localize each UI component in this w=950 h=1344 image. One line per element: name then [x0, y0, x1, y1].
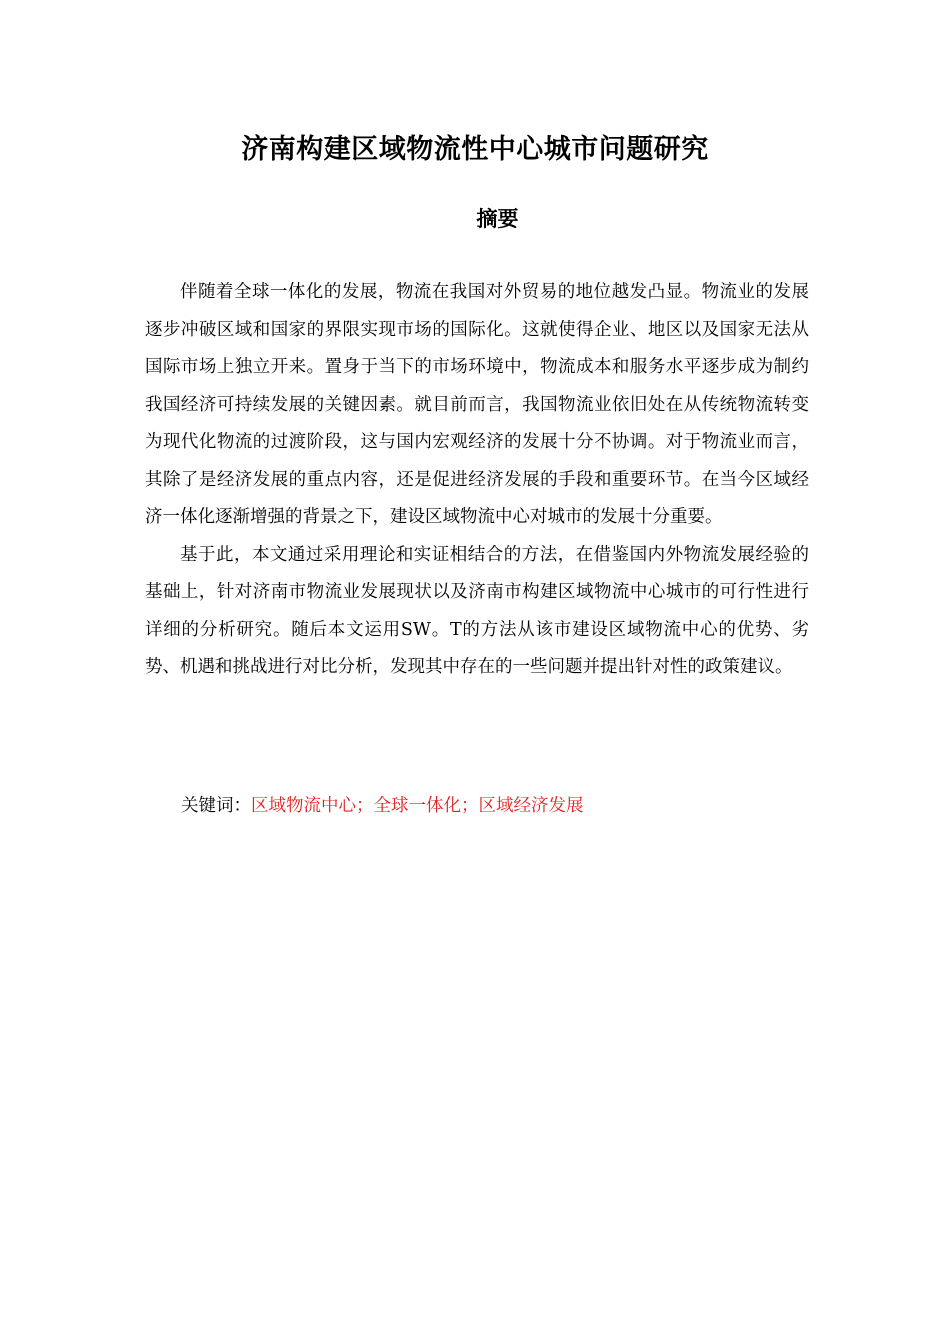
document-title: 济南构建区域物流性中心城市问题研究 [241, 134, 709, 165]
keywords-line [181, 788, 584, 826]
keywords-values: 区域物流中心；全球一体化；区域经济发展 [251, 796, 584, 816]
abstract-body [145, 274, 809, 687]
abstract-heading: 摘要 [476, 206, 519, 231]
abstract-paragraph-2: 基于此，本文通过采用理论和实证相结合的方法，在借鉴国内外物流发展经验的基础上，针对济南市物流业发展现状以及济南市构建区域物流中心城市的可行性进行详细的分析研究。随后本文运用SW。T的方法从该市建设区域物流中心的优势、劣势、机遇和挑战进行对比分析，发现其中存在的一些问题并提出针对性的政策建议。 [145, 544, 809, 677]
keywords-label: 关键词： [181, 796, 251, 816]
abstract-paragraph-1: 伴随着全球一体化的发展，物流在我国对外贸易的地位越发凸显。物流业的发展逐步冲破区域和国家的界限实现市场的国际化。这就使得企业、地区以及国家无法从国际市场上独立开来。置身于当下的市场环境中，物流成本和服务水平逐步成为制约我国经济可持续发展的关键因素。就目前而言，我国物流业依旧处在从传统物流转变为现代化物流的过渡阶段，这与国内宏观经济的发展十分不协调。对于物流业而言，其除了是经济发展的重点内容，还是促进经济发展的手段和重要环节。在当今区域经济一体化逐渐增强的背景之下，建设区域物流中心对城市的发展十分重要。 [145, 282, 809, 527]
